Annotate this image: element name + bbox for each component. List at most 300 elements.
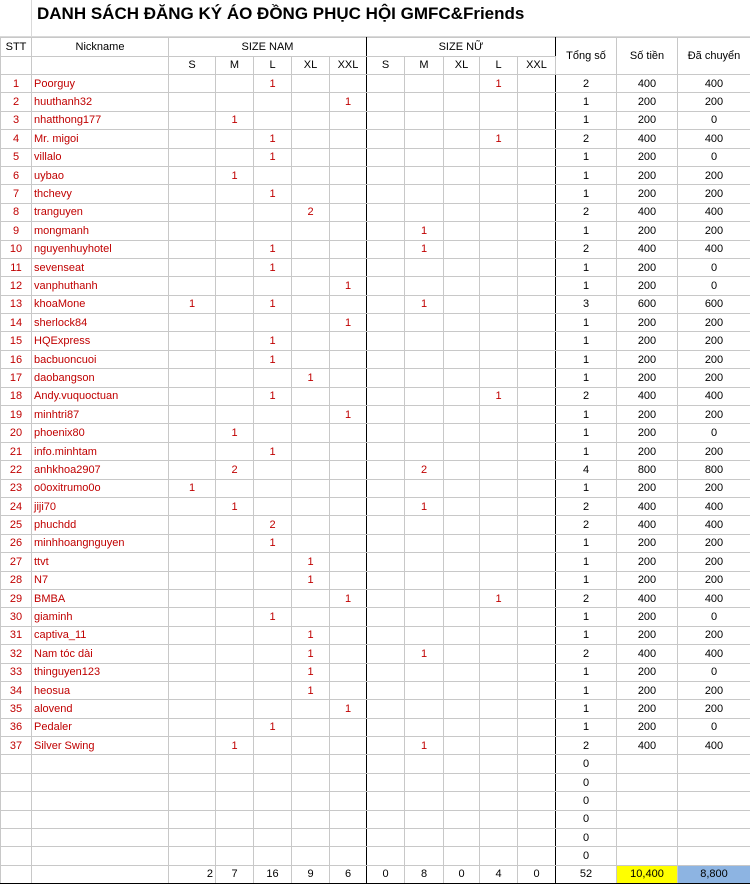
nam-qty-cell xyxy=(292,332,330,350)
table-row xyxy=(1,369,750,387)
empty-cell xyxy=(405,847,444,865)
nam-qty-cell xyxy=(254,571,292,589)
nu-qty-cell xyxy=(367,645,405,663)
nam-qty-cell xyxy=(292,461,330,479)
empty-cell xyxy=(367,755,405,773)
stt-cell: 30 xyxy=(1,608,32,626)
empty-cell xyxy=(254,792,292,810)
nickname-cell: Andy.vuquoctuan xyxy=(32,387,169,405)
nam-qty-cell: 1 xyxy=(254,258,292,276)
nickname-cell: daobangson xyxy=(32,369,169,387)
nu-qty-cell xyxy=(480,314,518,332)
nu-qty-cell xyxy=(444,332,480,350)
nickname-cell: captiva_11 xyxy=(32,626,169,644)
tong-so-cell: 1 xyxy=(556,553,617,571)
nu-qty-cell xyxy=(444,571,480,589)
so-tien-cell: 200 xyxy=(617,681,678,699)
nam-qty-cell xyxy=(169,681,216,699)
table-row xyxy=(1,516,750,534)
nu-qty-cell xyxy=(367,424,405,442)
nu-size-l: L xyxy=(480,56,518,75)
nam-qty-cell xyxy=(169,626,216,644)
nam-qty-cell: 2 xyxy=(216,461,254,479)
table-row xyxy=(1,497,750,515)
empty-cell xyxy=(367,792,405,810)
nam-qty-cell xyxy=(292,589,330,607)
nu-qty-cell xyxy=(480,185,518,203)
empty-cell xyxy=(480,792,518,810)
tong-so-cell: 1 xyxy=(556,479,617,497)
nu-qty-cell xyxy=(518,700,556,718)
stt-cell: 18 xyxy=(1,387,32,405)
nam-qty-cell xyxy=(254,737,292,755)
nam-qty-cell xyxy=(216,185,254,203)
nu-qty-cell xyxy=(405,516,444,534)
nu-qty-cell xyxy=(518,645,556,663)
nu-qty-cell xyxy=(405,718,444,736)
nam-qty-cell xyxy=(169,737,216,755)
total-nam-cell: 9 xyxy=(292,865,330,883)
stt-cell: 6 xyxy=(1,166,32,184)
da-chuyen-cell: 200 xyxy=(678,479,750,497)
nu-qty-cell xyxy=(518,240,556,258)
tong-so-cell: 1 xyxy=(556,93,617,111)
da-chuyen-cell: 200 xyxy=(678,406,750,424)
table-row xyxy=(1,553,750,571)
empty-row xyxy=(1,847,750,865)
nu-qty-cell xyxy=(444,75,480,93)
nam-qty-cell xyxy=(330,645,367,663)
table-row xyxy=(1,700,750,718)
da-chuyen-cell: 200 xyxy=(678,534,750,552)
da-chuyen-cell: 0 xyxy=(678,148,750,166)
da-chuyen-cell: 0 xyxy=(678,608,750,626)
tong-so-cell: 1 xyxy=(556,314,617,332)
tong-so-cell: 3 xyxy=(556,295,617,313)
nam-qty-cell: 1 xyxy=(216,424,254,442)
nickname-cell: minhhoangnguyen xyxy=(32,534,169,552)
stt-cell: 35 xyxy=(1,700,32,718)
nam-qty-cell xyxy=(330,461,367,479)
tong-so-cell: 1 xyxy=(556,681,617,699)
nickname-cell: nguyenhuyhotel xyxy=(32,240,169,258)
nam-qty-cell xyxy=(169,589,216,607)
nu-qty-cell xyxy=(444,589,480,607)
stt-cell: 27 xyxy=(1,553,32,571)
empty-cell xyxy=(254,829,292,847)
nam-qty-cell xyxy=(254,111,292,129)
nam-qty-cell: 1 xyxy=(254,608,292,626)
stt-cell: 20 xyxy=(1,424,32,442)
nu-qty-cell xyxy=(518,442,556,460)
tong-so-cell: 0 xyxy=(556,773,617,791)
nam-qty-cell: 1 xyxy=(292,571,330,589)
da-chuyen-cell: 200 xyxy=(678,166,750,184)
nickname-cell: phoenix80 xyxy=(32,424,169,442)
so-tien-cell: 200 xyxy=(617,553,678,571)
nam-qty-cell xyxy=(169,203,216,221)
so-tien-cell: 400 xyxy=(617,387,678,405)
empty-cell xyxy=(1,810,32,828)
table-row xyxy=(1,295,750,313)
nam-qty-cell xyxy=(330,608,367,626)
empty-cell xyxy=(330,755,367,773)
nam-qty-cell xyxy=(216,350,254,368)
empty-cell xyxy=(367,773,405,791)
stt-cell: 16 xyxy=(1,350,32,368)
table-row xyxy=(1,203,750,221)
tong-so-cell: 1 xyxy=(556,277,617,295)
tong-so-cell: 2 xyxy=(556,516,617,534)
nu-qty-cell xyxy=(367,75,405,93)
table-row xyxy=(1,663,750,681)
nu-qty-cell xyxy=(405,589,444,607)
nu-qty-cell: 2 xyxy=(405,461,444,479)
nam-qty-cell: 1 xyxy=(292,681,330,699)
nu-qty-cell xyxy=(444,626,480,644)
nu-qty-cell xyxy=(367,277,405,295)
nam-qty-cell xyxy=(169,516,216,534)
nam-qty-cell xyxy=(292,148,330,166)
nickname-cell: alovend xyxy=(32,700,169,718)
nam-qty-cell xyxy=(330,350,367,368)
empty-cell xyxy=(518,829,556,847)
nam-qty-cell xyxy=(330,571,367,589)
table-row xyxy=(1,111,750,129)
nickname-cell: huuthanh32 xyxy=(32,93,169,111)
empty-cell xyxy=(292,755,330,773)
nam-qty-cell xyxy=(330,718,367,736)
nickname-header: Nickname xyxy=(32,38,169,57)
empty-cell xyxy=(480,829,518,847)
registration-table xyxy=(0,37,750,884)
nam-qty-cell xyxy=(254,626,292,644)
stt-cell: 17 xyxy=(1,369,32,387)
nu-qty-cell xyxy=(480,700,518,718)
nickname-cell: minhtri87 xyxy=(32,406,169,424)
so-tien-cell: 200 xyxy=(617,718,678,736)
nam-size-xxl: XXL xyxy=(330,56,367,75)
da-chuyen-cell: 0 xyxy=(678,718,750,736)
nu-qty-cell xyxy=(444,258,480,276)
empty-row xyxy=(1,792,750,810)
nickname-cell: mongmanh xyxy=(32,222,169,240)
nam-qty-cell xyxy=(216,663,254,681)
table-row xyxy=(1,737,750,755)
nu-qty-cell xyxy=(480,442,518,460)
nu-qty-cell xyxy=(518,589,556,607)
nam-qty-cell xyxy=(169,406,216,424)
stt-cell: 31 xyxy=(1,626,32,644)
nam-qty-cell xyxy=(292,516,330,534)
nam-qty-cell xyxy=(254,553,292,571)
nu-qty-cell xyxy=(444,240,480,258)
empty-cell xyxy=(292,829,330,847)
da-chuyen-cell: 200 xyxy=(678,93,750,111)
nam-qty-cell xyxy=(216,406,254,424)
empty-cell xyxy=(216,773,254,791)
nu-qty-cell xyxy=(518,93,556,111)
nu-qty-cell xyxy=(405,277,444,295)
nam-qty-cell: 1 xyxy=(330,277,367,295)
tong-so-cell: 0 xyxy=(556,810,617,828)
nu-qty-cell xyxy=(444,93,480,111)
tong-so-cell: 2 xyxy=(556,130,617,148)
nu-qty-cell xyxy=(444,645,480,663)
da-chuyen-cell: 400 xyxy=(678,387,750,405)
nam-qty-cell: 1 xyxy=(254,718,292,736)
nu-qty-cell xyxy=(480,332,518,350)
nu-qty-cell xyxy=(405,553,444,571)
nam-qty-cell xyxy=(330,479,367,497)
nam-qty-cell: 1 xyxy=(254,185,292,203)
nam-qty-cell xyxy=(254,93,292,111)
so-tien-cell: 400 xyxy=(617,516,678,534)
nam-qty-cell xyxy=(330,424,367,442)
nam-qty-cell xyxy=(254,645,292,663)
da-chuyen-cell: 800 xyxy=(678,461,750,479)
nam-qty-cell xyxy=(254,589,292,607)
stt-cell: 22 xyxy=(1,461,32,479)
empty-cell xyxy=(330,792,367,810)
nu-qty-cell xyxy=(444,203,480,221)
nu-qty-cell xyxy=(518,424,556,442)
so-tien-cell: 400 xyxy=(617,589,678,607)
nu-qty-cell xyxy=(367,130,405,148)
nam-qty-cell xyxy=(292,185,330,203)
tong-so-cell: 2 xyxy=(556,737,617,755)
nu-qty-cell xyxy=(518,479,556,497)
nu-qty-cell xyxy=(444,314,480,332)
nam-qty-cell: 1 xyxy=(254,240,292,258)
da-chuyen-cell: 200 xyxy=(678,369,750,387)
table-row xyxy=(1,75,750,93)
tong-so-cell: 2 xyxy=(556,240,617,258)
nu-qty-cell xyxy=(480,166,518,184)
empty-cell xyxy=(254,810,292,828)
so-tien-cell: 200 xyxy=(617,626,678,644)
nu-qty-cell xyxy=(518,222,556,240)
nam-qty-cell xyxy=(216,571,254,589)
table-row xyxy=(1,314,750,332)
header-row-1 xyxy=(1,38,750,57)
tong-so-cell: 1 xyxy=(556,571,617,589)
nam-qty-cell xyxy=(330,240,367,258)
nam-qty-cell xyxy=(169,93,216,111)
empty-cell xyxy=(32,847,169,865)
so-tien-cell: 200 xyxy=(617,277,678,295)
empty-cell xyxy=(444,847,480,865)
da-chuyen-cell: 200 xyxy=(678,222,750,240)
size-nam-header: SIZE NAM xyxy=(169,38,367,57)
nu-qty-cell xyxy=(480,406,518,424)
stt-cell: 14 xyxy=(1,314,32,332)
so-tien-cell: 400 xyxy=(617,737,678,755)
nu-qty-cell xyxy=(367,93,405,111)
total-tong-so: 52 xyxy=(556,865,617,883)
nam-qty-cell xyxy=(216,479,254,497)
nu-qty-cell xyxy=(444,681,480,699)
nam-qty-cell xyxy=(216,240,254,258)
nu-qty-cell xyxy=(367,387,405,405)
nu-qty-cell xyxy=(405,130,444,148)
nam-qty-cell xyxy=(330,166,367,184)
total-nu-cell: 4 xyxy=(480,865,518,883)
nu-qty-cell: 1 xyxy=(405,222,444,240)
so-tien-cell: 200 xyxy=(617,222,678,240)
nickname-cell: Poorguy xyxy=(32,75,169,93)
total-nam-cell: 6 xyxy=(330,865,367,883)
nu-qty-cell xyxy=(405,608,444,626)
stt-cell: 3 xyxy=(1,111,32,129)
tong-so-cell: 1 xyxy=(556,148,617,166)
total-nam-cell: 16 xyxy=(254,865,292,883)
nickname-cell: phuchdd xyxy=(32,516,169,534)
nam-qty-cell: 1 xyxy=(330,700,367,718)
nu-qty-cell xyxy=(367,406,405,424)
totals-row xyxy=(1,865,750,883)
empty-cell xyxy=(32,829,169,847)
nu-qty-cell xyxy=(480,240,518,258)
nu-qty-cell xyxy=(480,663,518,681)
nam-qty-cell xyxy=(292,406,330,424)
table-row xyxy=(1,406,750,424)
nickname-cell: Nam tóc dài xyxy=(32,645,169,663)
tong-so-cell: 2 xyxy=(556,589,617,607)
nu-qty-cell xyxy=(518,350,556,368)
empty-cell xyxy=(444,829,480,847)
nu-qty-cell xyxy=(444,479,480,497)
nam-qty-cell xyxy=(216,222,254,240)
empty-cell xyxy=(32,755,169,773)
da-chuyen-cell: 200 xyxy=(678,700,750,718)
nam-qty-cell xyxy=(169,148,216,166)
nam-qty-cell xyxy=(330,516,367,534)
nam-qty-cell xyxy=(330,111,367,129)
da-chuyen-cell: 400 xyxy=(678,516,750,534)
tong-so-cell: 2 xyxy=(556,203,617,221)
nickname-cell: giaminh xyxy=(32,608,169,626)
nam-qty-cell: 1 xyxy=(216,111,254,129)
nickname-cell: bacbuoncuoi xyxy=(32,350,169,368)
empty-cell xyxy=(330,847,367,865)
nu-qty-cell xyxy=(444,718,480,736)
nu-qty-cell xyxy=(480,424,518,442)
nu-qty-cell xyxy=(518,626,556,644)
total-da-chuyen: 8,800 xyxy=(678,865,750,883)
nam-qty-cell: 1 xyxy=(169,295,216,313)
nu-qty-cell xyxy=(480,203,518,221)
empty-cell xyxy=(617,792,678,810)
empty-cell xyxy=(216,847,254,865)
nam-qty-cell xyxy=(330,534,367,552)
da-chuyen-cell: 0 xyxy=(678,663,750,681)
total-nu-cell: 0 xyxy=(444,865,480,883)
nu-qty-cell xyxy=(444,663,480,681)
empty-row xyxy=(1,829,750,847)
da-chuyen-cell: 200 xyxy=(678,314,750,332)
so-tien-cell: 200 xyxy=(617,111,678,129)
nu-qty-cell xyxy=(444,424,480,442)
tong-so-cell: 1 xyxy=(556,626,617,644)
nu-qty-cell: 1 xyxy=(405,497,444,515)
nickname-cell: thchevy xyxy=(32,185,169,203)
tong-so-cell: 2 xyxy=(556,387,617,405)
nu-size-xl: XL xyxy=(444,56,480,75)
nam-qty-cell xyxy=(292,442,330,460)
empty-cell xyxy=(405,755,444,773)
table-row xyxy=(1,222,750,240)
nu-qty-cell xyxy=(518,553,556,571)
empty-cell xyxy=(678,810,750,828)
so-tien-cell: 200 xyxy=(617,700,678,718)
nu-qty-cell xyxy=(518,130,556,148)
da-chuyen-cell: 0 xyxy=(678,277,750,295)
nam-qty-cell: 1 xyxy=(254,295,292,313)
nam-qty-cell xyxy=(216,534,254,552)
nu-qty-cell xyxy=(444,608,480,626)
nickname-cell: o0oxitrumo0o xyxy=(32,479,169,497)
nu-qty-cell xyxy=(518,185,556,203)
nam-qty-cell xyxy=(169,461,216,479)
nickname-cell: Pedaler xyxy=(32,718,169,736)
tong-so-header: Tổng số xyxy=(556,38,617,75)
empty-cell xyxy=(617,829,678,847)
nu-qty-cell xyxy=(480,497,518,515)
nam-qty-cell xyxy=(216,553,254,571)
table-row xyxy=(1,166,750,184)
nu-qty-cell xyxy=(405,314,444,332)
empty-cell xyxy=(518,792,556,810)
table-row xyxy=(1,130,750,148)
nu-qty-cell xyxy=(518,718,556,736)
nam-qty-cell xyxy=(169,350,216,368)
nu-qty-cell xyxy=(367,700,405,718)
nam-qty-cell xyxy=(169,277,216,295)
nam-qty-cell: 1 xyxy=(292,663,330,681)
nickname-cell: anhkhoa2907 xyxy=(32,461,169,479)
nu-qty-cell xyxy=(444,350,480,368)
nam-qty-cell xyxy=(169,718,216,736)
nu-qty-cell xyxy=(367,553,405,571)
empty-cell xyxy=(367,810,405,828)
nu-qty-cell xyxy=(444,148,480,166)
nam-qty-cell xyxy=(330,203,367,221)
nam-qty-cell xyxy=(330,681,367,699)
stt-cell: 4 xyxy=(1,130,32,148)
empty-cell xyxy=(444,773,480,791)
nam-qty-cell: 1 xyxy=(292,645,330,663)
nam-qty-cell xyxy=(169,75,216,93)
nu-qty-cell xyxy=(518,75,556,93)
so-tien-cell: 200 xyxy=(617,608,678,626)
nam-qty-cell xyxy=(330,185,367,203)
nam-size-xl: XL xyxy=(292,56,330,75)
nam-qty-cell: 1 xyxy=(292,369,330,387)
size-nu-header: SIZE NỮ xyxy=(367,38,556,57)
nam-qty-cell: 1 xyxy=(216,737,254,755)
nam-qty-cell xyxy=(169,571,216,589)
nu-qty-cell xyxy=(518,571,556,589)
tong-so-cell: 0 xyxy=(556,792,617,810)
so-tien-cell: 400 xyxy=(617,645,678,663)
table-row xyxy=(1,461,750,479)
total-nu-cell: 0 xyxy=(367,865,405,883)
da-chuyen-cell: 200 xyxy=(678,571,750,589)
nam-qty-cell xyxy=(216,442,254,460)
nu-qty-cell xyxy=(480,350,518,368)
empty-cell xyxy=(518,810,556,828)
